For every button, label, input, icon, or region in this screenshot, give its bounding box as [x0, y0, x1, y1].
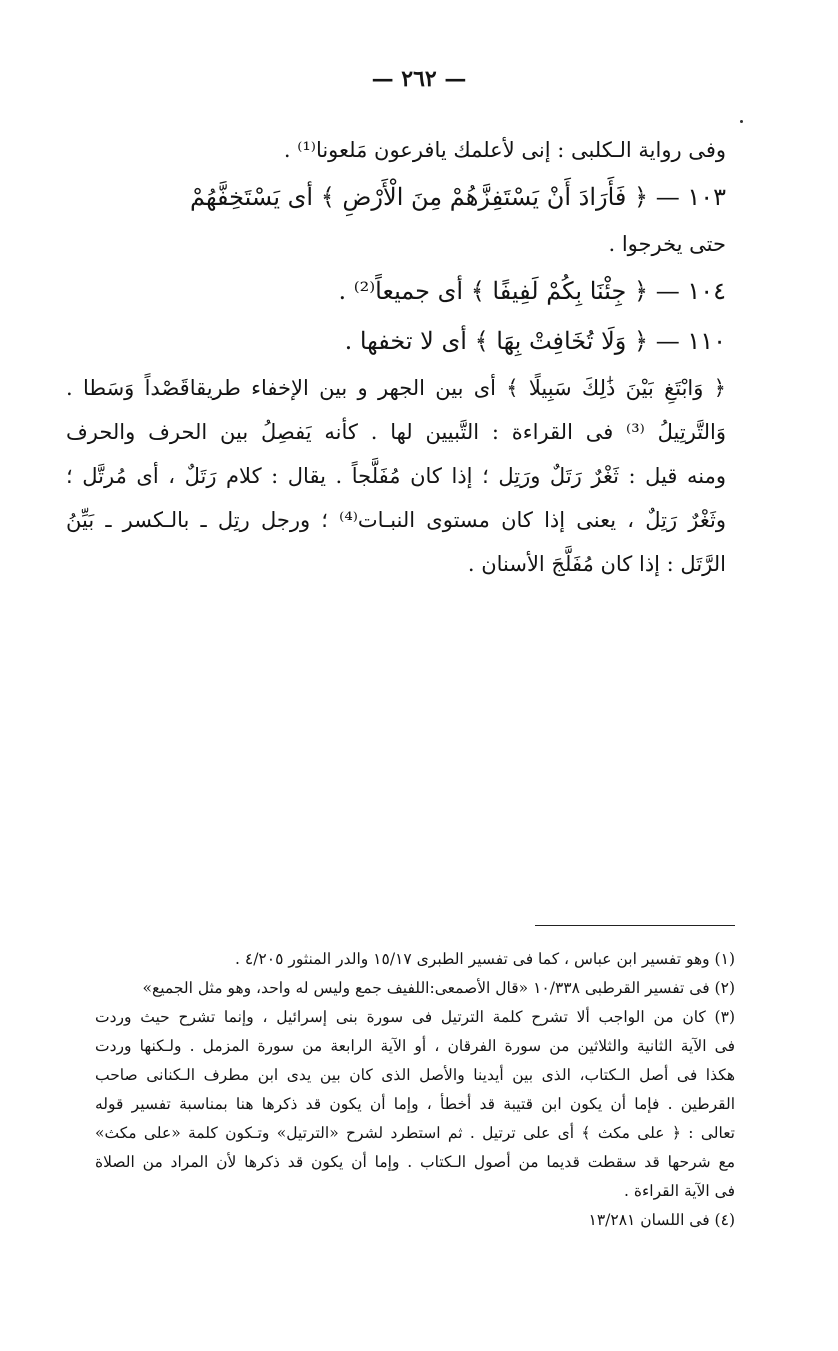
- footnote-1: (١) وهو تفسير ابن عباس ، كما فى تفسير الطبرى ١٥/١٧ والدر المنثور ٤/٢٠٥ .: [235, 950, 735, 968]
- footnote-3-line: مع شرحها قد سقطت قديما من أصول الـكتاب . وإما أن يكون قد ذكرها لأن المراد من الصلاة: [95, 1153, 735, 1171]
- footnote-3: (٣) كان من الواجب ألا تشرح كلمة الترتيل فى سورة بنى إسرائيل ، وإنما تشرح حيث وردت: [95, 1008, 735, 1026]
- margin-dot: [740, 120, 743, 123]
- text-line: وَالتَّرتِيلُ ⁽³⁾ فى القراءة : التَّبيين لها . كأنه يَفصِلُ بين الحرف والحرف: [66, 420, 726, 444]
- text-line: وثَغْرٌ رَتِلٌ ، يعنى إذا كان مستوى النبـات⁽⁴⁾ ؛ ورجل رتِل ـ بالـكسر ـ بَيِّنُ: [66, 508, 726, 532]
- verse-entry-103: ١٠٣ — ﴿ فَأَرَادَ أَنْ يَسْتَفِزَّهُمْ مِنَ الْأَرْضِ ﴾ أى يَسْتَخِفَّهُمْ: [190, 183, 726, 211]
- footnote-4: (٤) فى اللسان ١٣/٢٨١: [588, 1211, 735, 1229]
- footnote-divider: [535, 925, 735, 926]
- text-line: ﴿ وَابْتَغِ بَيْنَ ذَٰلِكَ سَبِيلًا ﴾ أى بين الجهر و بين الإخفاء طريقاقَصْداً وَسَطا .: [66, 376, 726, 400]
- verse-entry-104: ١٠٤ — ﴿ جِئْنَا بِكُمْ لَفِيفًا ﴾ أى جميعاً⁽²⁾ .: [338, 277, 726, 305]
- footnote-3-line: تعالى : ﴿ على مكث ﴾ أى على ترتيل . ثم استطرد لشرح «الترتيل» وتـكون كلمة «على مكث»: [95, 1124, 735, 1142]
- verse-entry-110: ١١٠ — ﴿ وَلَا تُخَافِتْ بِهَا ﴾ أى لا تخفها .: [344, 327, 726, 355]
- footnotes: [95, 945, 735, 1235]
- page-number: — ٢٦٢ —: [371, 66, 467, 92]
- text-line: الرَّتَل : إذا كان مُفَلَّجَ الأسنان .: [467, 552, 726, 576]
- footnote-3-line: فى الآية القراءة .: [624, 1182, 735, 1200]
- text-line: وفى رواية الـكلبى : إنى لأعلمك يافرعون مَلعونا⁽¹⁾ .: [283, 138, 726, 162]
- footnote-2: (٢) فى تفسير القرطبى ١٠/٣٣٨ «قال الأصمعى:اللفيف جمع وليس له واحد، وهو مثل الجميع»: [142, 979, 735, 997]
- footnote-3-line: القرطين . فإما أن يكون ابن قتيبة قد أخطأ ، وإما أن يكون قد ذكرها هنا بمناسبة تفسير قوله: [95, 1095, 735, 1113]
- footnote-3-line: فى الآية الثانية والثلاثين من سورة الفرقان ، أو الآية الرابعة من سورة المزمل . ولـكنها وردت: [95, 1037, 735, 1055]
- footnote-3-line: هكذا فى أصل الـكتاب، الذى بين أيدينا والأصل الذى كان بين يدى ابن مطرف الـكنانى صاحب: [95, 1066, 735, 1084]
- text-line: حتى يخرجوا .: [608, 232, 726, 256]
- main-text: [66, 128, 726, 586]
- text-line: ومنه قيل : ثَغْرٌ رَتَلٌ ورَتِل ؛ إذا كان مُفَلَّجاً . يقال : كلام رَتَلٌ ، أى مُرتَّل ؛: [66, 464, 726, 488]
